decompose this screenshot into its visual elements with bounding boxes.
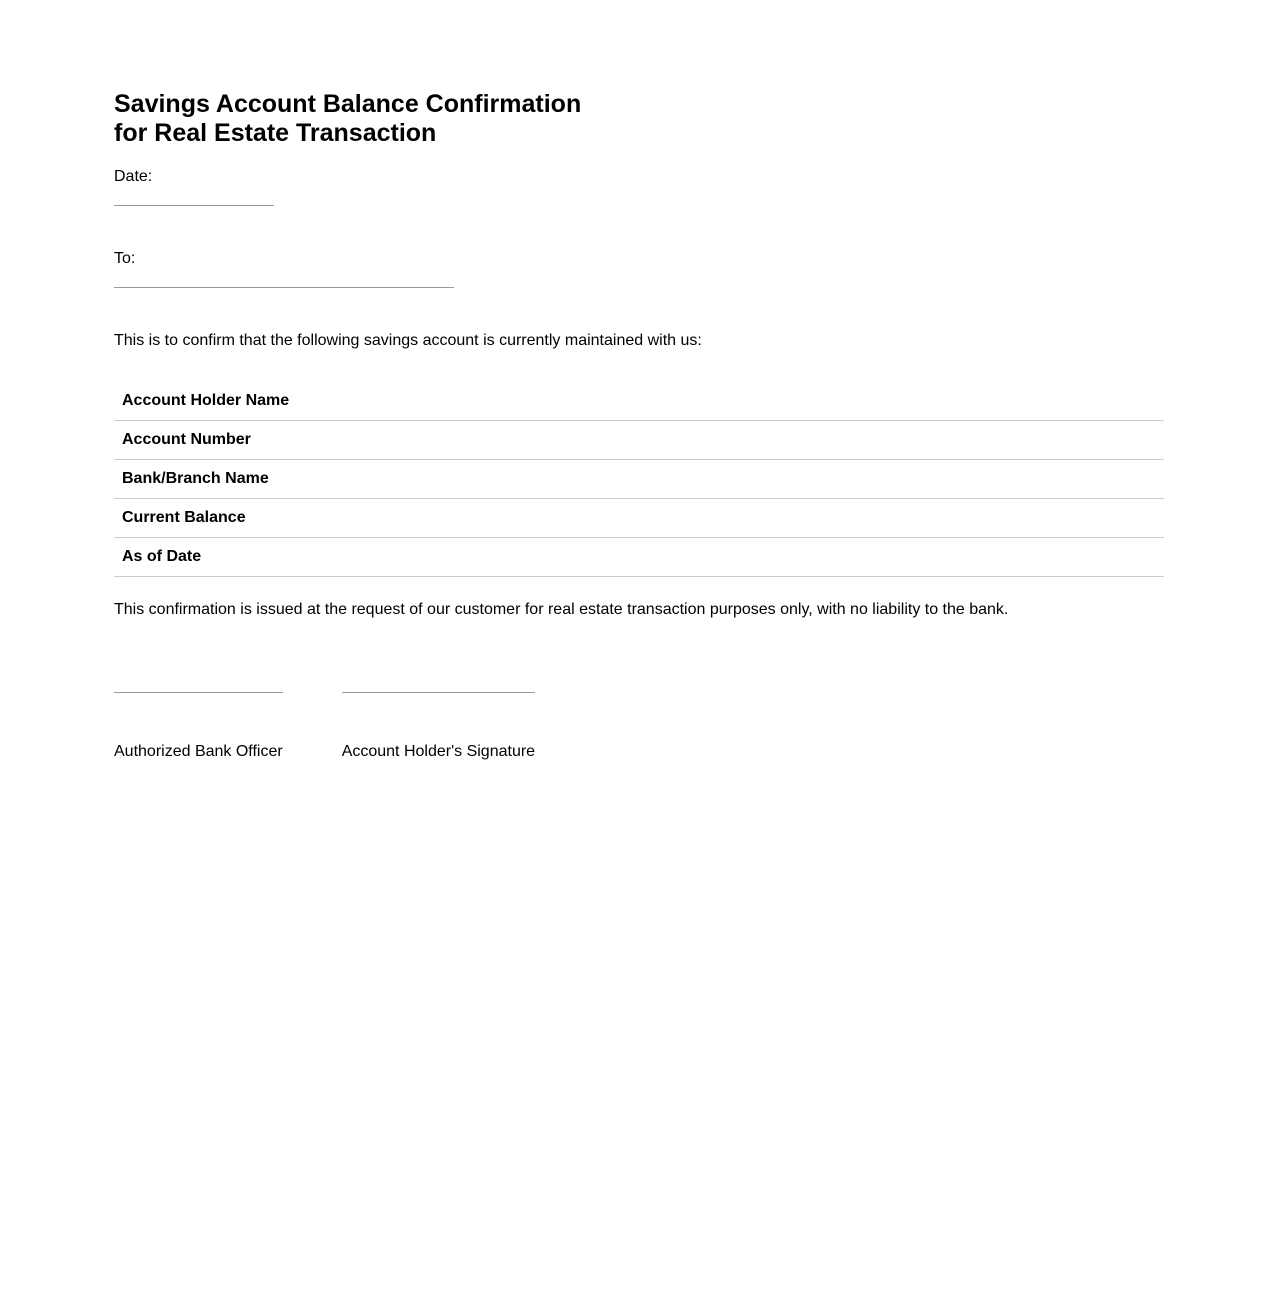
as-of-date-label: As of Date [114, 538, 1164, 577]
holder-signature-block [342, 672, 535, 762]
holder-signature-caption: Account Holder's Signature [341, 743, 536, 760]
table-row [114, 382, 1164, 421]
disclaimer-text: This confirmation is issued at the request of our customer for real estate transaction purposes only, with no liability to the bank. [114, 601, 1009, 618]
date-label: Date: [114, 168, 153, 185]
current-balance-label: Current Balance [114, 499, 1164, 538]
account-number-label: Account Number [114, 421, 1164, 460]
table-row [114, 421, 1164, 460]
officer-signature-line[interactable] [114, 672, 283, 693]
document-title [114, 90, 634, 148]
to-label: To: [114, 250, 136, 267]
table-row [114, 460, 1164, 499]
account-details-table [114, 382, 1164, 577]
table-row [114, 499, 1164, 538]
date-blank-line[interactable] [114, 205, 274, 206]
signature-section [114, 672, 1164, 762]
holder-signature-line[interactable] [342, 672, 535, 693]
title-line-1: Savings Account Balance Confirmation [114, 90, 582, 118]
officer-signature-block [114, 672, 283, 762]
intro-text: This is to confirm that the following savings account is currently maintained with us: [114, 332, 702, 349]
account-holder-name-label: Account Holder Name [114, 382, 1164, 421]
confirmation-document [114, 90, 1164, 762]
to-blank-line[interactable] [114, 287, 454, 288]
officer-signature-caption: Authorized Bank Officer [114, 743, 283, 760]
bank-branch-name-label: Bank/Branch Name [114, 460, 1164, 499]
title-line-2: for Real Estate Transaction [114, 119, 437, 147]
table-row [114, 538, 1164, 577]
